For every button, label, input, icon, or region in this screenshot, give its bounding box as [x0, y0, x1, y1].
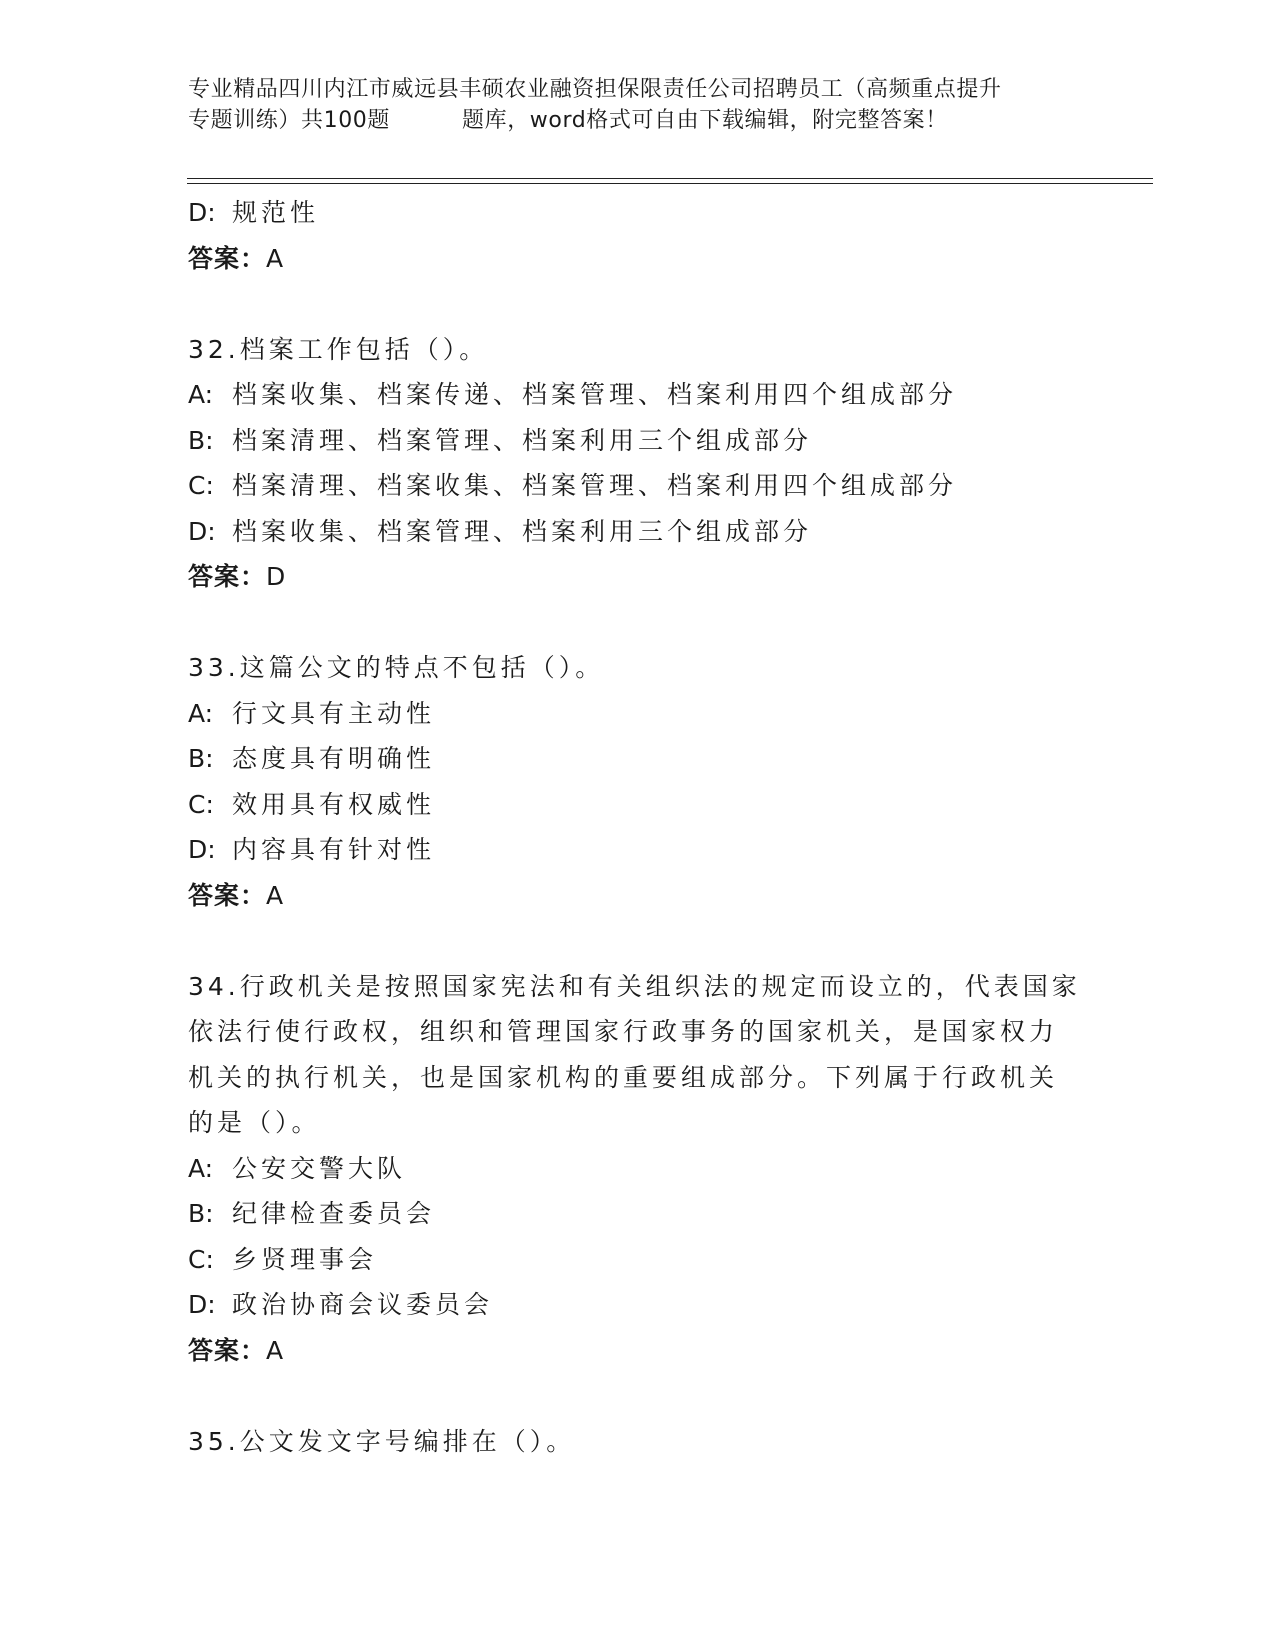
option-text: 行文具有主动性 [232, 698, 436, 728]
option-text: 档案收集、档案传递、档案管理、档案利用四个组成部分 [232, 380, 958, 409]
header-divider-bottom [187, 183, 1153, 184]
option-key: D: [188, 516, 216, 546]
option-text: 档案清理、档案管理、档案利用三个组成部分 [232, 425, 813, 455]
option-text: 效用具有权威性 [232, 789, 436, 819]
option-key: D: [188, 1290, 216, 1319]
option-text: 档案清理、档案收集、档案管理、档案利用四个组成部分 [232, 471, 958, 500]
question-33-option-d [188, 827, 1088, 873]
option-key: A: [188, 1153, 214, 1183]
question-34-option-d [188, 1282, 1088, 1328]
option-text: 政治协商会议委员会 [232, 1290, 494, 1319]
answer-value: A [266, 243, 285, 273]
header-line-1: 专业精品四川内江市威远县丰硕农业融资担保限责任公司招聘员工（高频重点提升 [188, 77, 1002, 102]
header-line-2 [188, 105, 1088, 136]
question-35-stem: 35.公文发文字号编排在（）。 [188, 1426, 576, 1456]
question-content [188, 190, 1088, 1464]
answer-label: 答案： [188, 880, 267, 910]
question-34-option-a [188, 1146, 1088, 1192]
option-key: B: [188, 425, 214, 455]
option-key: D: [188, 835, 216, 864]
header-line-2-left: 专题训练）共100题 [188, 108, 390, 133]
answer-label: 答案： [188, 243, 267, 273]
document-header [188, 74, 1088, 136]
question-34-stem-line-3: 机关的执行机关，也是国家机构的重要组成部分。下列属于行政机关 [188, 1062, 1059, 1092]
option-key: B: [188, 744, 214, 773]
question-33-option-a [188, 691, 1088, 737]
option-key: D: [188, 198, 216, 227]
option-text: 档案收集、档案管理、档案利用三个组成部分 [232, 516, 813, 546]
answer-value: D [266, 562, 287, 591]
question-34-stem-line-4: 的是（）。 [188, 1108, 321, 1137]
question-34-stem-line-2: 依法行使行政权，组织和管理国家行政事务的国家机关，是国家权力 [188, 1017, 1059, 1046]
question-33-answer [188, 873, 1088, 919]
spacer [188, 281, 1088, 327]
question-33-option-c [188, 782, 1088, 828]
question-32-stem: 32.档案工作包括（）。 [188, 334, 489, 364]
prev-answer [188, 236, 1088, 282]
option-text: 乡贤理事会 [232, 1244, 378, 1274]
option-key: B: [188, 1199, 214, 1228]
answer-label: 答案： [188, 562, 267, 591]
option-text: 规范性 [232, 198, 320, 227]
question-32-option-d [188, 509, 1088, 555]
question-32-option-a [188, 372, 1088, 418]
spacer [188, 1373, 1088, 1419]
option-key: C: [188, 789, 214, 819]
question-34-stem-line-1: 34.行政机关是按照国家宪法和有关组织法的规定而设立的，代表国家 [188, 971, 1081, 1001]
question-33-option-b [188, 736, 1088, 782]
option-key: C: [188, 471, 214, 500]
answer-value: A [266, 1335, 285, 1365]
question-34-option-b [188, 1191, 1088, 1237]
header-divider-top [187, 178, 1153, 179]
question-32-option-b [188, 418, 1088, 464]
header-line-2-right: 题库，word格式可自由下载编辑，附完整答案！ [462, 108, 948, 133]
option-key: A: [188, 698, 214, 728]
option-text: 公安交警大队 [232, 1153, 407, 1183]
question-32-option-c [188, 463, 1088, 509]
spacer [188, 600, 1088, 646]
option-text: 内容具有针对性 [232, 835, 436, 864]
question-32-answer [188, 554, 1088, 600]
question-33-stem: 33.这篇公文的特点不包括（）。 [188, 653, 605, 682]
spacer [188, 918, 1088, 964]
prev-option-d [188, 190, 1088, 236]
option-key: A: [188, 380, 214, 409]
option-text: 纪律检查委员会 [232, 1199, 436, 1228]
answer-label: 答案： [188, 1335, 267, 1365]
option-key: C: [188, 1244, 214, 1274]
question-34-option-c [188, 1237, 1088, 1283]
question-34-answer [188, 1328, 1088, 1374]
option-text: 态度具有明确性 [232, 744, 436, 773]
answer-value: A [266, 880, 285, 910]
